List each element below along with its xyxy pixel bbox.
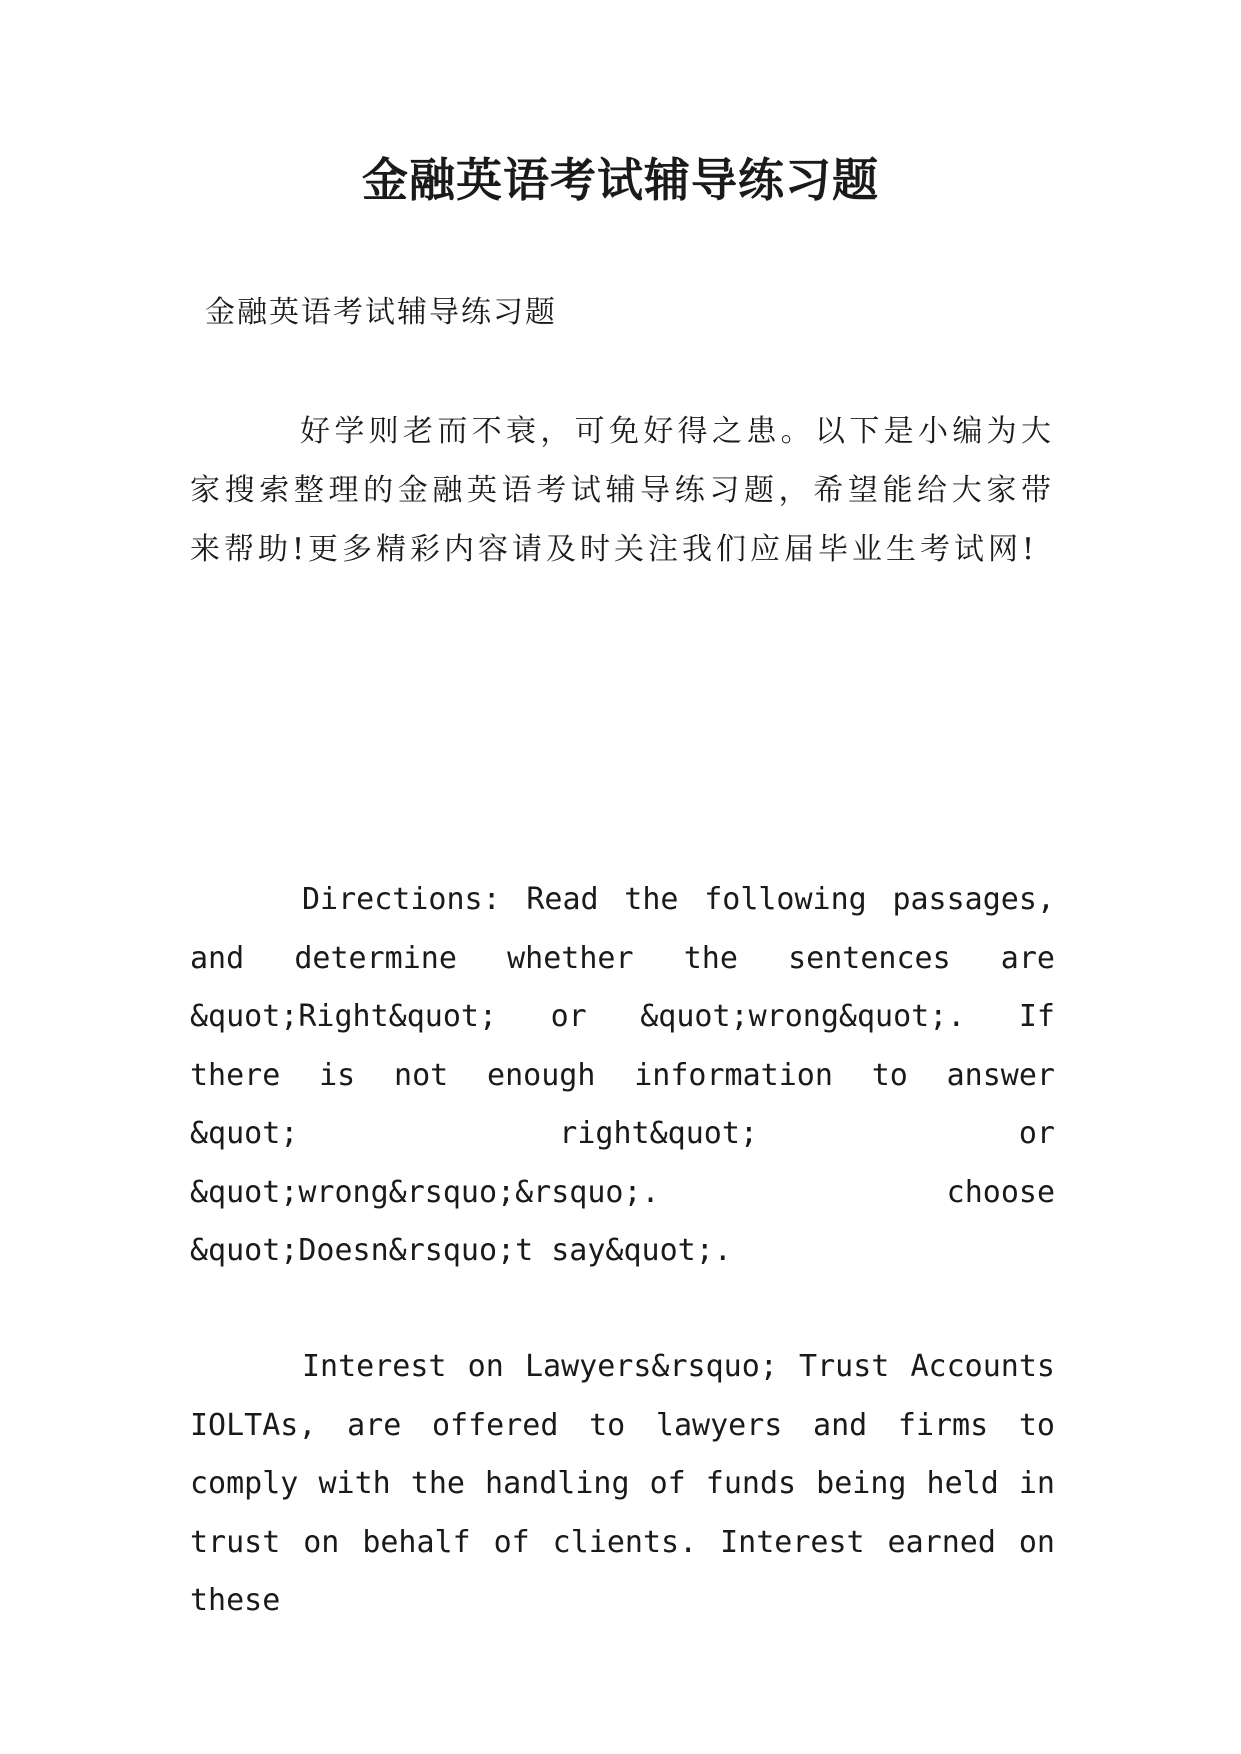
intro-paragraph: 好学则老而不衰，可免好得之患。以下是小编为大家搜索整理的金融英语考试辅导练习题，希望能给大家带来帮助!更多精彩内容请及时关注我们应届毕业生考试网! (190, 414, 1055, 567)
document-title: 金融英语考试辅导练习题 (362, 153, 879, 207)
passage-paragraph: Interest on Lawyers&rsquo; Trust Accounts IOLTAs, are offered to lawyers and firms to comply with the handling of funds being held in trust on behalf of clients. Interest earned on these (190, 1349, 1055, 1618)
directions-paragraph: Directions: Read the following passages, and determine whether the sentences are &quot;Right&quot; or &quot;wrong&quot;. If there is not enough information to answer &quot; right&quot; or &quot;wrong&rsquo;&rsquo;. choose &quot;Doesn&rsquo;t say&quot;. (190, 882, 1055, 1268)
document-subtitle: 金融英语考试辅导练习题 (205, 295, 557, 330)
